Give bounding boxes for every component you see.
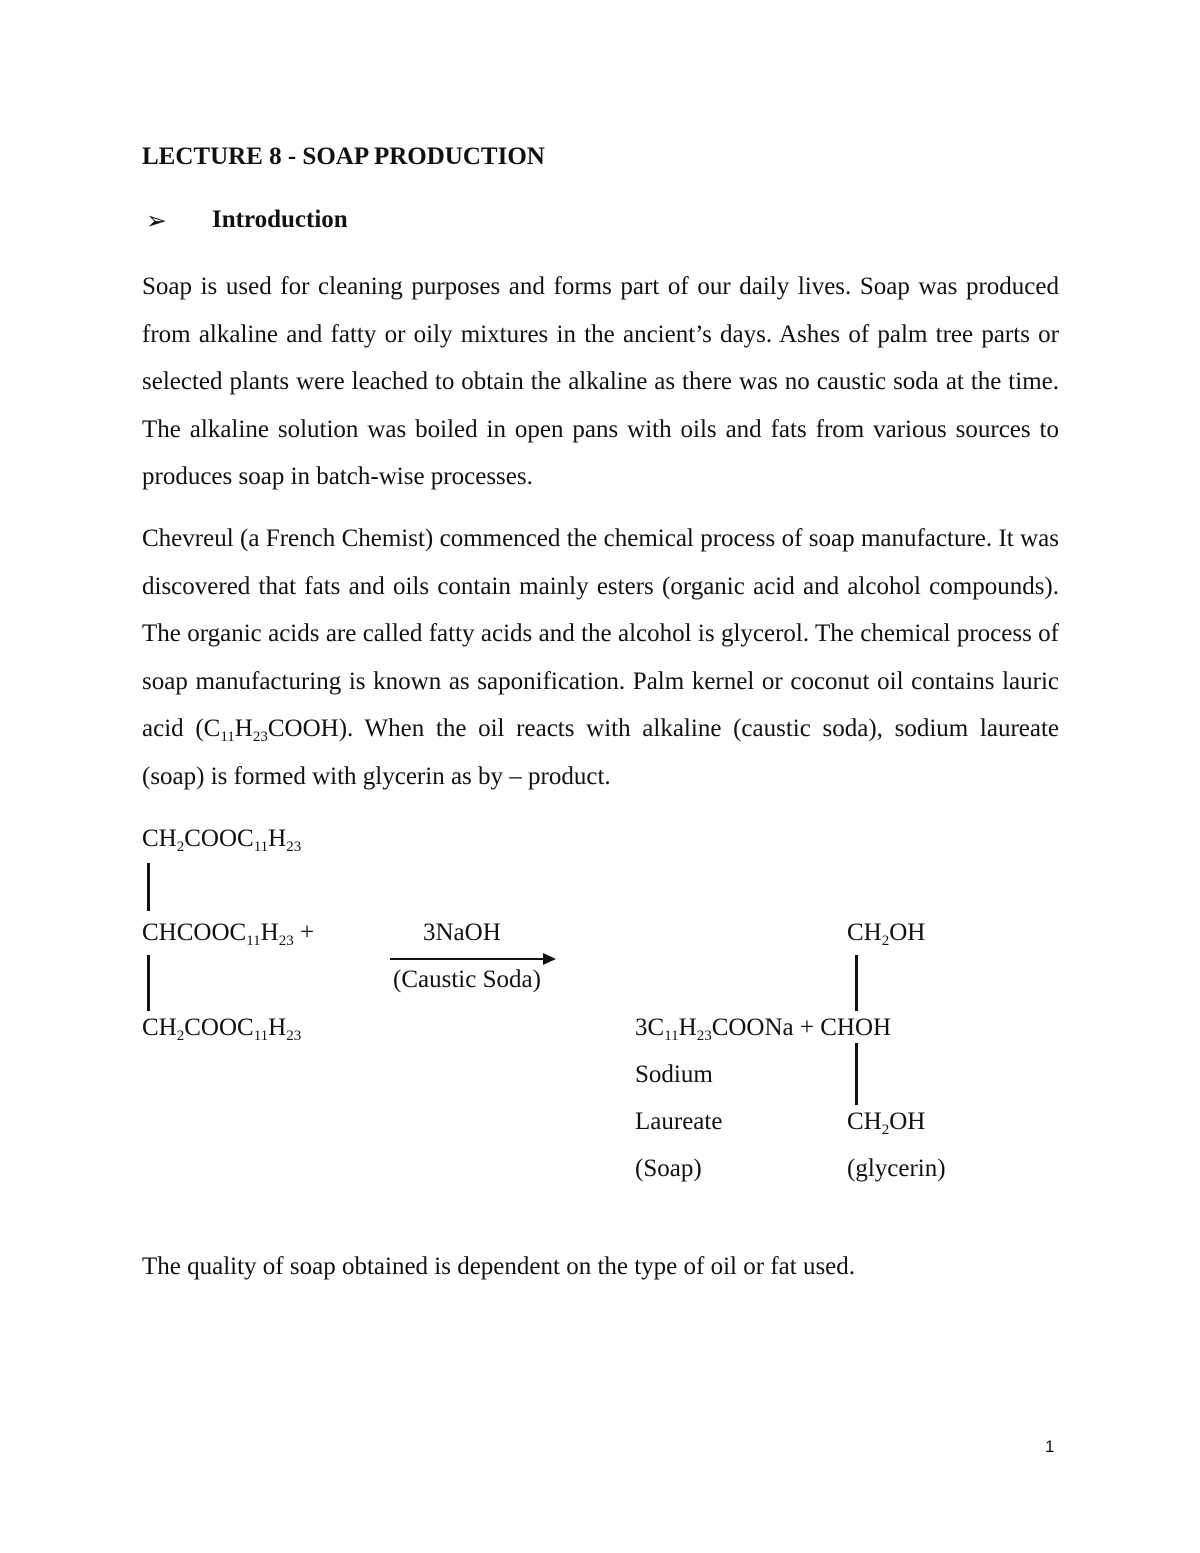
reaction-arrow bbox=[390, 958, 546, 960]
arrow-head-icon bbox=[543, 953, 556, 965]
product-soap-formula: $3C_{11}H_{23}COONa$ + CHOH bbox=[635, 1014, 892, 1044]
bond-line bbox=[855, 955, 858, 1011]
reactant-line-3: $CH_2COOC_{11}H_{23}$ bbox=[142, 1014, 302, 1044]
glycerin-label: (glycerin) bbox=[847, 1155, 946, 1182]
page-title: LECTURE 8 - SOAP PRODUCTION bbox=[142, 143, 545, 170]
paragraph-chevreul: Chevreul (a French Chemist) commenced the chemical process of soap manufacture. It was discovered that fats and oils contain mainly esters (organic acid and alcohol compounds). The organic acids are called fatty acids and the alcohol is glycerol. The chemical process of soap manufacturing is known as saponification. Palm kernel or coconut oil contains lauric acid $(C_{11}H_{23}COOH)$. When the oil reacts with alkaline (caustic soda), sodium laureate (soap) is formed with glycerin as by – product. bbox=[142, 525, 1060, 790]
arrow-bullet-icon: ➢ bbox=[146, 208, 167, 235]
reactant-line-1: $CH_2COOC_{11}H_{23}$ bbox=[142, 825, 302, 855]
page-number: 1 bbox=[1045, 1437, 1055, 1456]
glycerin-bottom: $CH_2OH$ bbox=[847, 1108, 926, 1138]
paragraph-quality: The quality of soap obtained is dependent on the type of oil or fat used. bbox=[142, 1253, 856, 1280]
soap-label-1: Sodium bbox=[635, 1061, 713, 1088]
bond-line bbox=[147, 863, 150, 911]
section-heading: Introduction bbox=[212, 206, 348, 233]
soap-label-2: Laureate bbox=[635, 1108, 723, 1135]
reactant-line-2: $CHCOOC_{11}H_{23}$ + bbox=[142, 919, 315, 949]
soap-label-3: (Soap) bbox=[635, 1155, 702, 1182]
bond-line bbox=[147, 955, 150, 1011]
bond-line bbox=[855, 1043, 858, 1105]
glycerin-top: $CH_2OH$ bbox=[847, 919, 926, 949]
reagent-formula: 3NaOH bbox=[423, 919, 501, 946]
paragraph-intro: Soap is used for cleaning purposes and forms part of our daily lives. Soap was produced from alkaline and fatty or oily mixtures in the ancient’s days. Ashes of palm tree parts or selected plants were leached to obtain the alkaline as there was no caustic soda at the time. The alkaline solution was boiled in open pans with oils and fats from various sources to produces soap in batch-wise processes. bbox=[142, 273, 1059, 490]
reagent-name: (Caustic Soda) bbox=[393, 966, 541, 993]
